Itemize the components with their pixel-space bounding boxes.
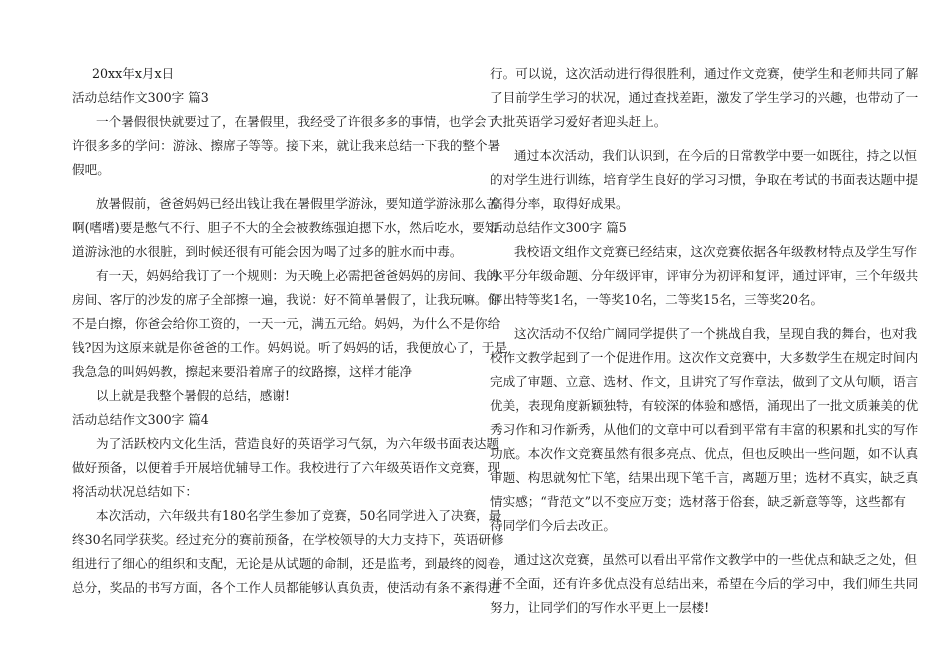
- paragraph: [490, 548, 919, 620]
- text-line: 假吧。: [72, 162, 110, 177]
- text-line: 道游泳池的水很脏，到时候还很有可能会因为喝了过多的脏水而中毒。: [72, 244, 463, 259]
- paragraph: [72, 264, 507, 384]
- paragraph: [490, 144, 919, 216]
- section-heading-4: 活动总结作文300字 篇4: [72, 412, 209, 427]
- text-line: 我校语文组作文竞赛已经结束，这次竞赛依据各年级教材特点及学生写作: [514, 244, 917, 259]
- text-line: 秀习作和习作新秀，从他们的文章中可以看到平常有丰富的积累和扎实的写作: [490, 422, 919, 437]
- text-line: 一个暑假很快就要过了，在暑假里，我经受了许很多多的事情，也学会了: [96, 114, 499, 129]
- text-line: 行。可以说，这次活动进行得很胜利，通过作文竞赛，使学生和老师共同了解: [490, 66, 919, 81]
- text-line: 为了活跃校内文化生活，营造良好的英语学习气氛，为六年级书面表达题: [96, 436, 499, 451]
- paragraph: [72, 192, 499, 264]
- text-line: 情实感；“背范文”以不变应万变；选材落于俗套，缺乏新意等等，这些都有: [490, 494, 906, 509]
- text-line: 水平分年级命题、分年级评审，评审分为初评和复评，通过评审，三个年级共: [490, 268, 919, 283]
- paragraph: [490, 322, 919, 538]
- text-line: 通过这次竞赛，虽然可以看出平常作文教学中的一些优点和缺乏之处，但: [514, 552, 917, 567]
- text-line: 努力，让同学们的写作水平更上一层楼!: [490, 600, 710, 615]
- right-column: [490, 62, 919, 620]
- text-line: 了目前学生学习的状况，通过查找差距，激发了学生学习的兴趣，也带动了一: [490, 90, 919, 105]
- text-line: 待同学们今后去改正。: [490, 518, 616, 533]
- text-line: 房间、客厅的沙发的席子全部擦一遍，我说：好不简单暑假了，让我玩嘛。你: [72, 292, 501, 307]
- text-line: 本次活动，六年级共有180名学生参加了竞赛，50名同学进入了决赛，最: [96, 508, 502, 523]
- paragraph: [72, 504, 513, 600]
- paragraph: [72, 384, 460, 408]
- paragraph: [72, 110, 501, 182]
- text-line: 校作文教学起到了一个促进作用。这次作文竞赛中，大多数学生在规定时间内: [490, 350, 919, 365]
- text-line: 并不全面，还有许多优点没有总结出来，希望在今后的学习中，我们师生共同: [490, 576, 919, 591]
- text-line: 优美，表现角度新颖独特，有较深的体验和感悟，涌现出了一批文质兼美的优: [490, 398, 919, 413]
- text-line: 啊(嗜嗜)要是憋气不行、胆子不大的全会被教练强迫摁下水，然后吃水，要知: [72, 220, 498, 235]
- text-line: 组进行了细心的组织和支配，无论是从试题的命制，还是监考，到最终的阅卷，: [72, 556, 513, 571]
- text-line: 评出特等奖1名，一等奖10名，二等奖15名，三等奖20名。: [490, 292, 824, 307]
- text-line: 我急急的叫妈妈教，擦起来要沿着席子的纹路擦，这样才能净: [72, 364, 413, 379]
- text-line: 做好预备，以便着手开展培优辅导工作。我校进行了六年级英语作文竞赛，现: [72, 460, 501, 475]
- paragraph: [72, 432, 501, 504]
- text-line: 有一天，妈妈给我订了一个规则：为天晚上必需把爸爸妈妈的房间、我的: [96, 268, 499, 283]
- paragraph: [490, 240, 919, 312]
- text-line: 总分，奖品的书写方面，各个工作人员都能够认真负责，使活动有条不紊得进: [72, 580, 501, 595]
- date-line: 20xx年x月x日: [92, 66, 175, 81]
- text-line: 将活动状况总结如下：: [72, 484, 198, 499]
- text-line: 放暑假前，爸爸妈妈已经出钱让我在暑假里学游泳，要知道学游泳那么苦: [96, 196, 499, 211]
- left-column: [72, 62, 513, 600]
- paragraph: [490, 62, 919, 134]
- text-line: 许很多多的学问：游泳、擦席子等等。接下来，就让我来总结一下我的整个暑: [72, 138, 501, 153]
- text-line: 完成了审题、立意、选材、作文，且讲究了写作章法，做到了文从句顺，语言: [490, 374, 919, 389]
- text-line: 大批英语学习爱好者迎头赶上。: [490, 114, 667, 129]
- section-heading-5: 活动总结作文300字 篇5: [490, 220, 627, 235]
- text-line: 通过本次活动，我们认识到，在今后的日常教学中要一如既往，持之以恒: [514, 148, 917, 163]
- text-line: 终30名同学获奖。经过充分的赛前预备，在学校领导的大力支持下，英语研修: [72, 532, 504, 547]
- text-line: 审题、构思就匆忙下笔，结果出现下笔千言，离题万里；选材不真实，缺乏真: [490, 470, 919, 485]
- section-heading-3: 活动总结作文300字 篇3: [72, 90, 209, 105]
- text-line: 高得分率，取得好成果。: [490, 196, 629, 211]
- text-line: 以上就是我整个暑假的总结，感谢!: [96, 388, 290, 403]
- text-line: 不是白擦，你爸会给你工资的，一天一元，满五元给。妈妈，为什么不是你给: [72, 316, 501, 331]
- text-line: 这次活动不仅给广阔同学提供了一个挑战自我，呈现自我的舞台，也对我: [514, 326, 917, 341]
- text-line: 的对学生进行训练，培育学生良好的学习习惯，争取在考试的书面表达题中提: [490, 172, 919, 187]
- text-line: 功底。本次作文竞赛虽然有很多亮点、优点，但也反映出一些问题，如不认真: [490, 446, 919, 461]
- text-line: 钱?因为这原来就是你爸爸的工作。妈妈说。听了妈妈的话，我便放心了，于是: [72, 340, 507, 355]
